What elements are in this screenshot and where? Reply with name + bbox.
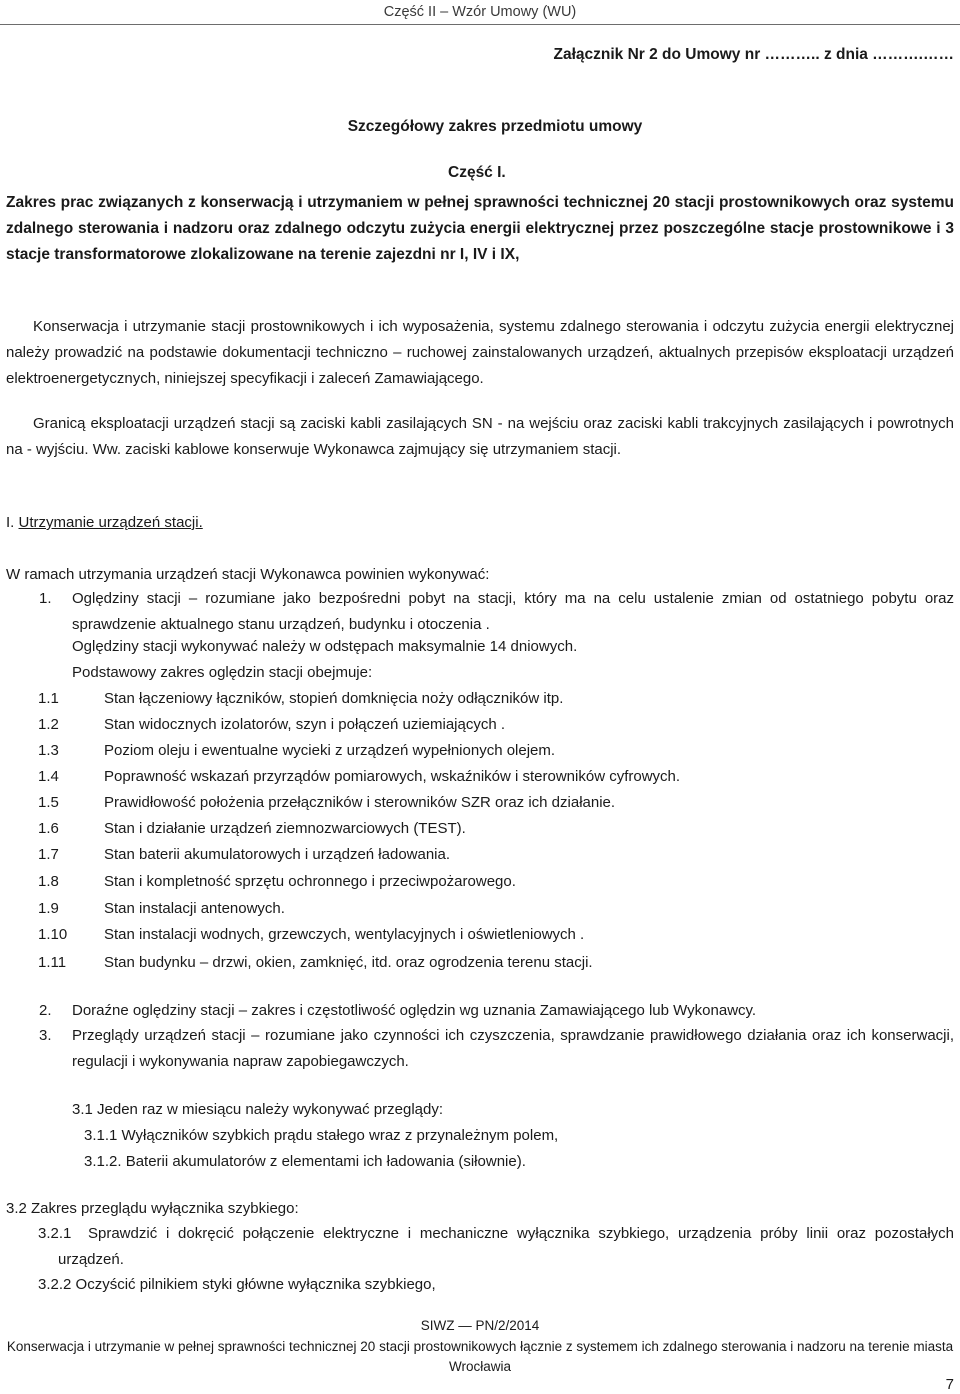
point-2 <box>6 998 954 1024</box>
header-rule <box>0 24 960 25</box>
point-number: 2. <box>39 1002 52 1019</box>
inspection-frequency: Oględziny stacji wykonywać należy w odstępach maksymalnie 14 dniowych. <box>72 638 578 655</box>
list-item: 3.1.2. Baterii akumulatorów z elementami ich ładowania (siłownie). <box>84 1153 526 1170</box>
point-text: Doraźne oględziny stacji – zakres i częstotliwość oględzin wg uznania Zamawiającego lub Wykonawcy. <box>72 1002 757 1019</box>
page-number: 7 <box>945 1376 954 1393</box>
annex-title: Załącznik Nr 2 do Umowy nr ……….. z dnia ……….…… <box>553 46 954 63</box>
section-number: I. <box>6 514 15 531</box>
intro-line: W ramach utrzymania urządzeń stacji Wykonawca powinien wykonywać: <box>6 566 490 583</box>
subsection-3-2-heading: 3.2 Zakres przeglądu wyłącznika szybkiego: <box>6 1200 299 1217</box>
list-item: 1.11 Stan budynku – drzwi, okien, zamknięć, itd. oraz ogrodzenia terenu stacji. <box>38 954 593 971</box>
part-label: Część I. <box>448 164 506 181</box>
footer-code: SIWZ — PN/2/2014 <box>420 1318 540 1333</box>
list-item: 3.1.1 Wyłączników szybkich prądu stałego wraz z przynależnym polem, <box>84 1127 559 1144</box>
item-number: 3.2.1 <box>38 1225 72 1242</box>
list-item: 1.10 Stan instalacji wodnych, grzewczych, wentylacyjnych i oświetleniowych . <box>38 926 585 943</box>
list-item: 1.9 Stan instalacji antenowych. <box>38 900 285 917</box>
point-3 <box>6 1023 954 1075</box>
paragraph-maintenance: Konserwacja i utrzymanie stacji prostownikowych i ich wyposażenia, systemu zdalnego sterowania i odczytu zużycia energii elektrycznej należy prowadzić na podstawie dokumentacji techniczno – ruchowej zainstalowanych urządzeń, aktualnych przepisów eksploatacji urządzeń elektroenergetycznych, niniejszej specyfikacji i zaleceń Zamawiającego. <box>6 318 954 387</box>
point-number: 1. <box>39 590 52 607</box>
list-item: 1.8 Stan i kompletność sprzętu ochronnego i przeciwpożarowego. <box>38 873 516 890</box>
scope-heading: Zakres prac związanych z konserwacją i utrzymaniem w pełnej sprawności technicznej 20 stacji prostownikowych oraz systemu zdalnego sterowania i nadzoru oraz zdalnego odczytu zużycia energii elektrycznej przez poszczególne stacje prostownikowe i 3 stacje transformatorowe zlokalizowane na terenie zajezdni nr I, IV i IX, <box>6 194 954 263</box>
list-item: 1.6 Stan i działanie urządzeń ziemnozwarciowych (TEST). <box>38 820 466 837</box>
point-1 <box>6 586 954 638</box>
footer-text: Konserwacja i utrzymanie w pełnej sprawności technicznej 20 stacji prostownikowych łącznie z systemem ich zdalnego sterowania i nadzoru na terenie miasta Wrocławia <box>6 1339 954 1374</box>
section-heading <box>6 510 203 536</box>
list-item: 1.1 Stan łączeniowy łączników, stopień domknięcia noży odłączników itp. <box>38 690 564 707</box>
list-item: 1.2 Stan widocznych izolatorów, szyn i połączeń uziemiających . <box>38 716 506 733</box>
running-header: Część II – Wzór Umowy (WU) <box>383 4 577 20</box>
list-item <box>6 1221 954 1273</box>
inspection-scope-intro: Podstawowy zakres oględzin stacji obejmuje: <box>72 664 373 681</box>
document-title: Szczegółowy zakres przedmiotu umowy <box>347 118 643 135</box>
point-text: Przeglądy urządzeń stacji – rozumiane jako czynności ich czyszczenia, sprawdzanie prawidłowego działania oraz ich konserwacji, regulacji i wykonywania napraw zapobiegawczych. <box>72 1027 954 1070</box>
point-text: Oględziny stacji – rozumiane jako bezpośredni pobyt na stacji, który ma na celu ustalenie zmian od ostatniego pobytu oraz sprawdzenie aktualnego stanu urządzeń, budynku i otoczenia . <box>72 590 954 633</box>
paragraph-boundary: Granicą eksploatacji urządzeń stacji są zaciski kabli zasilających SN - na wejściu oraz zaciski kabli trakcyjnych zasilających i powrotnych na - wyjściu. Ww. zaciski kablowe konserwuje Wykonawca zajmujący się utrzymaniem stacji. <box>6 415 954 458</box>
list-item: 1.7 Stan baterii akumulatorowych i urządzeń ładowania. <box>38 846 451 863</box>
list-item: 1.4 Poprawność wskazań przyrządów pomiarowych, wskaźników i sterowników cyfrowych. <box>38 768 681 785</box>
list-item: 3.2.2 Oczyścić pilnikiem styki główne wyłącznika szybkiego, <box>38 1276 436 1293</box>
list-item: 1.3 Poziom oleju i ewentualne wycieki z urządzeń wypełnionych olejem. <box>38 742 556 759</box>
point-number: 3. <box>39 1027 52 1044</box>
subsection-3-1-heading: 3.1 Jeden raz w miesiącu należy wykonywać przeglądy: <box>72 1101 444 1118</box>
item-text: Sprawdzić i dokręcić połączenie elektryczne i mechaniczne wyłącznika szybkiego, urządzenia próby linii oraz pozostałych urządzeń. <box>58 1225 954 1268</box>
list-item: 1.5 Prawidłowość położenia przełączników i sterowników SZR oraz ich działanie. <box>38 794 616 811</box>
section-title: Utrzymanie urządzeń stacji. <box>18 514 203 531</box>
